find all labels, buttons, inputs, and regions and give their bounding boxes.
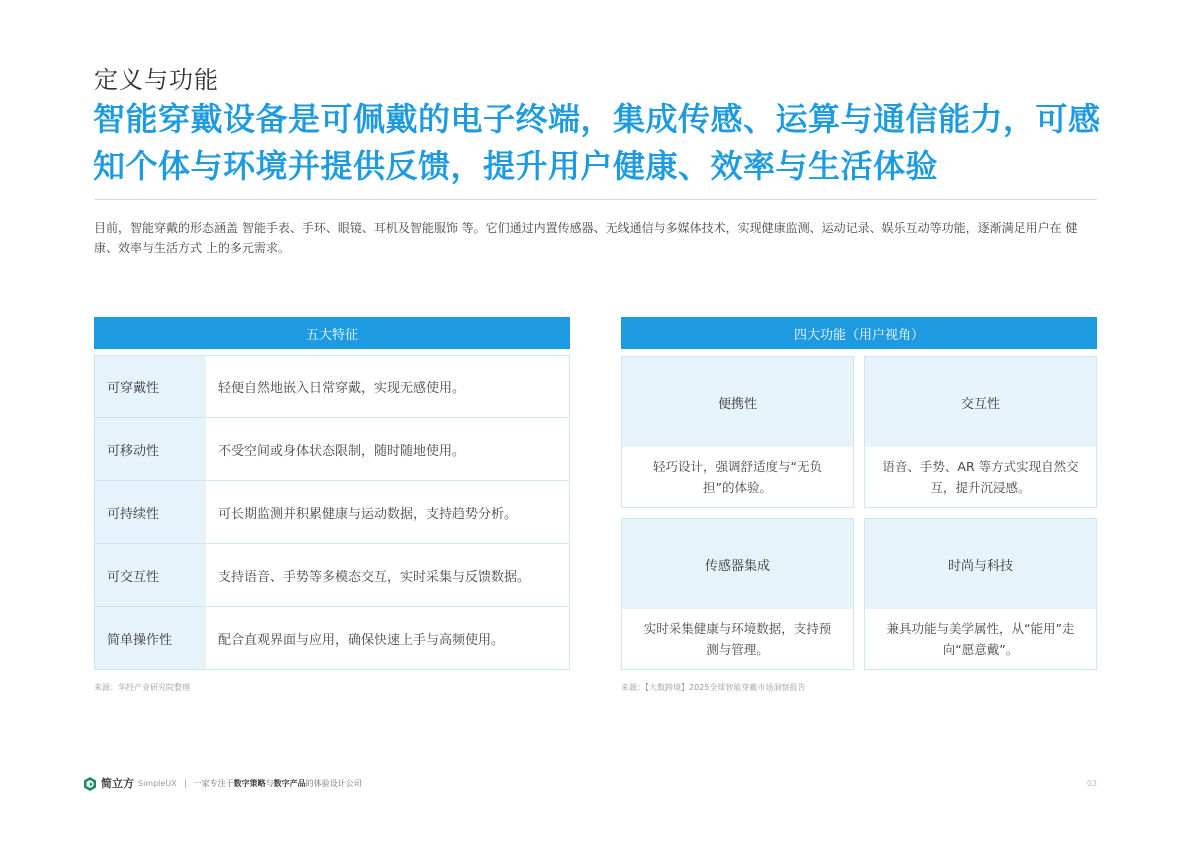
feature-name: 可交互性 — [95, 544, 206, 606]
brand-name: 简立方 — [101, 777, 134, 790]
function-card-desc: 轻巧设计，强调舒适度与“无负担”的体验。 — [653, 459, 822, 495]
function-card — [621, 356, 854, 508]
intro-paragraph: 目前，智能穿戴的形态涵盖 智能手表、手环、眼镜、耳机及智能服饰 等。它们通过内置传感器、无线通信与多媒体技术，实现健康监测、运动记录、娱乐互动等功能，逐渐满足用户在 健康、效率与生活方式 上的多元需求。 — [94, 221, 1078, 255]
feature-desc: 轻便自然地嵌入日常穿戴，实现无感使用。 — [218, 381, 466, 396]
feature-name: 可移动性 — [95, 418, 206, 480]
feature-row — [94, 418, 570, 481]
footer — [83, 776, 1113, 790]
footer-slogan: 一家专注于数字策略与数字产品的体验设计公司 — [193, 778, 362, 788]
feature-row — [94, 355, 570, 418]
feature-row — [94, 607, 570, 670]
function-card-title: 交互性 — [865, 357, 1096, 447]
function-card-desc: 实时采集健康与环境数据，支持预测与管理。 — [643, 621, 832, 657]
brand-logo-icon — [83, 776, 97, 790]
feature-name: 简单操作性 — [95, 607, 206, 669]
function-card-title: 时尚与科技 — [865, 519, 1096, 609]
function-card — [621, 518, 854, 670]
functions-panel-header: 四大功能（用户视角） — [621, 317, 1097, 349]
function-card-title: 传感器集成 — [622, 519, 853, 609]
headline: 智能穿戴设备是可佩戴的电子终端，集成传感、运算与通信能力，可感知个体与环境并提供反馈，提升用户健康、效率与生活体验 — [93, 100, 1101, 185]
function-card-title: 便携性 — [622, 357, 853, 447]
brand-name-en: SimpleUX — [138, 778, 177, 788]
function-card — [864, 356, 1097, 508]
page-number: 03 — [1086, 778, 1097, 788]
feature-row — [94, 481, 570, 544]
function-card-desc: 语音、手势、AR 等方式实现自然交互，提升沉浸感。 — [882, 459, 1079, 495]
section-label: 定义与功能 — [94, 66, 219, 94]
features-table — [94, 355, 570, 670]
functions-source: 来源：【大数跨境】2025全球智能穿戴市场洞察报告 — [621, 683, 806, 692]
feature-desc: 支持语音、手势等多模态交互，实时采集与反馈数据。 — [218, 569, 531, 585]
function-card — [864, 518, 1097, 670]
feature-name: 可持续性 — [95, 481, 206, 543]
feature-desc: 可长期监测并积累健康与运动数据，支持趋势分析。 — [218, 506, 518, 522]
function-card-desc: 兼具功能与美学属性，从“能用”走向“愿意戴”。 — [886, 621, 1075, 657]
footer-separator — [185, 779, 186, 788]
feature-desc: 不受空间或身体状态限制，随时随地使用。 — [218, 443, 466, 459]
features-panel-header: 五大特征 — [94, 317, 570, 349]
feature-name: 可穿戴性 — [95, 356, 206, 417]
feature-row — [94, 544, 570, 607]
divider — [94, 199, 1097, 200]
features-source: 来源：华经产业研究院整理 — [94, 683, 190, 692]
feature-desc: 配合直观界面与应用，确保快速上手与高频使用。 — [218, 632, 505, 648]
